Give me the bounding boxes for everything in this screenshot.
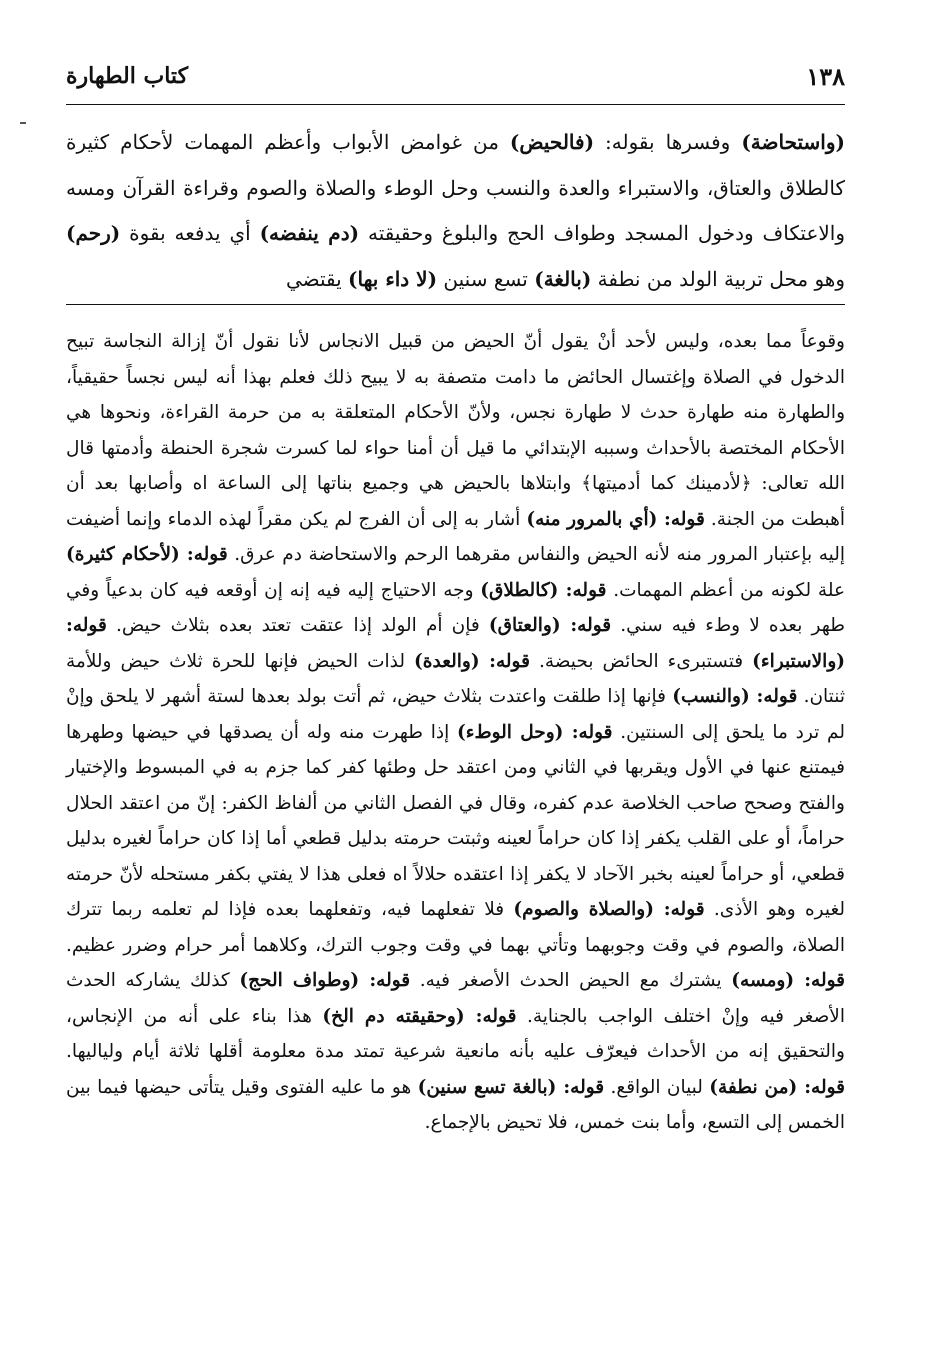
commentary-heading: قوله: (كالطلاق) [480,579,607,601]
commentary-segment: وجه الاحتياج إليه فيه إنه إن أوقعه فيه كان بدعياً وفي طهر بعده لا وطء فيه سني. [66,579,845,636]
commentary-heading: قوله: (لأحكام كثيرة) [66,544,228,565]
commentary-text [66,324,845,1141]
commentary-heading: قوله: (والعدة) [414,650,530,672]
matn-bold-segment: (فالحيض) [509,130,595,154]
commentary-segment: لبيان الواقع. [604,1076,710,1098]
commentary-heading: قوله: (والنسب) [672,686,798,707]
commentary-segment: كذلك يشاركه الحدث الأصغر فيه وإنْ اختلف الواجب بالجناية. [66,970,845,1027]
commentary-segment: لذات الحيض فإنها للحرة ثلاث حيض وللأمة ثنتان. [66,650,845,707]
separator-rule [66,304,845,305]
commentary-heading: قوله: (أي بالمرور منه) [526,508,705,530]
commentary-segment: هذا بناء على أنه من الإنجاس، والتحقيق إنه من الأحداث فيعرّف عليه بأنه مانعية شرعية تمتد مدة معلومة أقلها ثلاثة أيام ولياليها. [66,1005,845,1062]
matn-segment: أي يدفعه بقوة [120,221,260,245]
commentary-segment: يشترك مع الحيض الحدث الأصغر فيه. [410,970,732,991]
commentary-heading: قوله: (وحل الوطء) [457,721,613,743]
matn-bold-segment: (واستحاضة) [741,130,845,154]
matn-segment: تسع سنين [437,266,535,291]
commentary-heading: قوله: (ومسه) [731,970,846,991]
matn-segment: وهو محل تربية الولد من نطفة [591,266,845,291]
commentary-segment: أشار به إلى أن الفرج لم يكن مقراً لهذه الدماء وإنما أضيفت إليه بإعتبار المرور منه لأنه الحيض والنفاس مقرهما الرحم والاستحاضة دم عرق. [66,508,846,565]
commentary-segment: فتستبرىء الحائض بحيضة. [529,650,753,672]
commentary-segment: علة لكونه من أعظم المهمات. [606,579,845,601]
matn-bold-segment: (بالغة) [534,266,592,291]
commentary-heading: قوله: (والاستبراء) [66,615,845,672]
matn-bold-segment: (رحم) [66,221,121,245]
running-title: كتاب الطهارة [66,63,189,89]
scan-speck [20,122,26,124]
commentary-heading: قوله: (وحقيقته دم الخ) [322,1005,517,1027]
main-text [66,120,845,302]
page-header [66,58,845,94]
matn-segment: من غوامض الأبواب وأعظم المهمات لأحكام كثيرة كالطلاق والعتاق، والاستبراء والعدة والنسب وحل الوطء والصلاة والصوم وقراءة القرآن ومسه والاعتكاف ودخول المسجد وطواف الحج والبلوغ وحقيقته [66,130,846,245]
commentary-segment: فلا تفعلهما فيه، وتفعلهما بعده فإذا لم تعلمه ربما تترك الصلاة، والصوم في وقت وجوبهما وتأتي بهما في وقت وجوب الترك، وكلاهما أمر حرام وضرر عظيم. [66,899,845,956]
commentary-segment: إذا طهرت منه وله أن يصدقها في حيضها وطهرها فيمتنع عنها في الأول ويقربها في الثاني ومن اعتقد حل وطئها كفر كما جزم به في المبسوط والإختيار والفتح وصحح صاحب الخلاصة عدم كفره، وقال في الفصل الثاني من ألفاظ الكفر: إنّ من اعتقد الحلال حراماً، أو على القلب يكفر إذا كان حراماً لعينه وثبتت حرمته بدليل قطعي أما إذا كان حراماً لغيره بدليل قطعي، أو حراماً لعينه بخبر الآحاد لا يكفر إذا اعتقده حلالاً اه فعلى هذا لا يفتي بكفر مستحله لأنّ حرمته لغيره وهو الأذى. [66,721,846,920]
commentary-heading: قوله: (من نطفة) [709,1076,845,1098]
commentary-heading: قوله: (والصلاة والصوم) [513,899,705,920]
matn-bold-segment: (دم ينفضه) [259,221,360,245]
matn-segment: وفسرها بقوله: [594,130,742,154]
page-number: ١٣٨ [806,61,845,91]
matn-segment: يقتضي [285,266,349,291]
commentary-heading: قوله: (والعتاق) [488,615,612,636]
commentary-heading: قوله: (وطواف الحج) [239,970,411,991]
matn-bold-segment: (لا داء بها) [348,266,438,291]
commentary-segment: هو ما عليه الفتوى وقيل يتأتى حيضها فيما بين الخمس إلى التسع، وأما بنت خمس، فلا تحيض بالإجماع. [66,1076,845,1133]
commentary-heading: قوله: (بالغة تسع سنين) [417,1076,605,1098]
commentary-segment: وقوعاً مما بعده، وليس لأحد أنْ يقول أنّ الحيض من قبيل الانجاس لأنا نقول أنّ إزالة النجاسة تبيح الدخول في الصلاة وإغتسال الحائض ما دامت متصفة به لا يبيح ذلك فعلم بهذا أنه ليس نجساً حقيقياً، والطهارة منه طهارة حدث لا طهارة نجس، ولأنّ الأحكام المتعلقة به من حرمة القراءة، ونحوها هي الأحكام المختصة بالأحداث وسببه الإبتدائي ما قيل أن أمنا حواء لما كسرت شجرة الحنطة وأدمتها قال الله تعالى: ﴿لأدمينك كما أدميتها﴾ وابتلاها بالحيض هي وجميع بناتها إلى الساعة اه وأصابها بعد أن أهبطت من الجنة. [66,331,846,530]
commentary-segment: فإن أم الولد إذا عتقت تعتد بعده بثلاث حيض. [106,615,489,636]
commentary-segment: فإنها إذا طلقت واعتدت بثلاث حيض، ثم أتت بولد بعدها لستة أشهر لا يلحق وإنْ لم ترد ما يلحق إلى السنتين. [66,686,845,743]
header-rule [66,104,845,105]
